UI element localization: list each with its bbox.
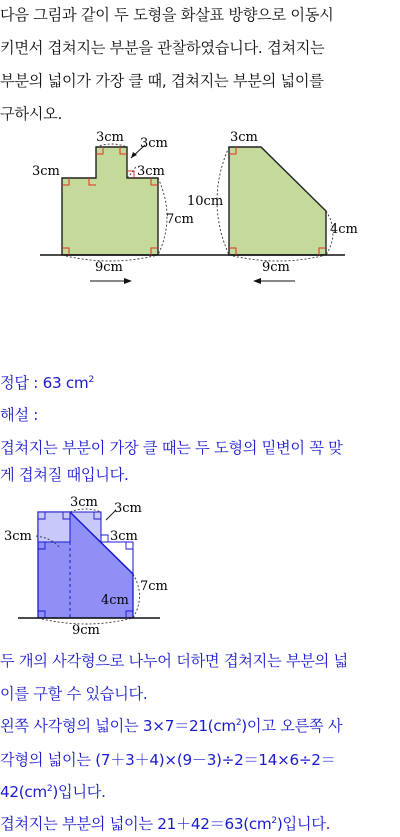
label-right-top: 3cm bbox=[230, 130, 258, 145]
label-notch-depth: 3cm bbox=[137, 164, 165, 179]
right-shape bbox=[229, 147, 326, 255]
sol-label-notch-depth: 3cm bbox=[110, 529, 138, 544]
answer-label: 정답 : bbox=[0, 374, 43, 392]
explanation-line-7 bbox=[0, 781, 400, 802]
answer-value: 63 cm bbox=[42, 374, 89, 392]
label-base-right: 9cm bbox=[262, 260, 290, 275]
sol-label-left-step: 3cm bbox=[4, 529, 32, 544]
label-left-step: 3cm bbox=[32, 164, 60, 179]
explanation-line-5 bbox=[0, 715, 400, 736]
explanation-label: 해설 : bbox=[0, 406, 39, 424]
question-line-4: 구하시오. bbox=[0, 105, 63, 123]
exp5-a: 왼쪽 사각형의 넓이는 3×7＝21(cm bbox=[0, 717, 236, 735]
arrow-left bbox=[253, 278, 295, 284]
label-right-left-height: 10cm bbox=[187, 194, 224, 209]
sol-label-top: 3cm bbox=[70, 495, 98, 510]
answer-exp: 2 bbox=[88, 374, 94, 385]
sol-label-inner: 4cm bbox=[101, 593, 129, 608]
label-notch: 3cm bbox=[140, 136, 168, 151]
explanation-line-1: 겹쳐지는 부분이 가장 클 때는 두 도형의 밑변이 꼭 맞 bbox=[0, 439, 343, 457]
problem-figure bbox=[0, 125, 400, 295]
exp5-sup: 2 bbox=[235, 717, 242, 728]
explanation-line-4: 이를 구할 수 있습니다. bbox=[0, 685, 148, 703]
label-base-left: 9cm bbox=[95, 260, 123, 275]
exp7-a: 42(cm bbox=[0, 783, 47, 801]
sol-label-right-height: 7cm bbox=[140, 579, 168, 594]
explanation-line-8 bbox=[0, 813, 400, 834]
sol-label-base: 9cm bbox=[72, 623, 100, 638]
question-line-2: 키면서 겹쳐지는 부분을 관찰하였습니다. 겹쳐지는 bbox=[0, 39, 325, 57]
explanation-line-3: 두 개의 사각형으로 나누어 더하면 겹쳐지는 부분의 넓 bbox=[0, 652, 348, 670]
exp8-sup: 2 bbox=[271, 815, 277, 826]
label-right-height: 7cm bbox=[166, 212, 194, 227]
answer-line bbox=[0, 372, 400, 393]
exp5-b: )이고 오른쪽 사 bbox=[241, 717, 343, 735]
sol-label-notch: 3cm bbox=[114, 501, 142, 516]
explanation-line-6: 각형의 넓이는 (7＋3＋4)×(9－3)÷2＝14×6÷2＝ bbox=[0, 751, 336, 769]
exp8-a: 겹쳐지는 부분의 넓이는 21＋42＝63(cm bbox=[0, 815, 272, 833]
question-line-3: 부분의 넓이가 가장 클 때, 겹쳐지는 부분의 넓이를 bbox=[0, 72, 324, 90]
solution-figure bbox=[0, 490, 400, 640]
question-line-1: 다음 그림과 같이 두 도형을 화살표 방향으로 이동시 bbox=[0, 6, 334, 24]
arrow-right bbox=[90, 278, 132, 284]
exp7-b: )입니다. bbox=[52, 783, 106, 801]
exp8-b: )입니다. bbox=[276, 815, 331, 833]
explanation-line-2: 게 겹쳐질 때입니다. bbox=[0, 466, 129, 484]
label-right-right-height: 4cm bbox=[330, 222, 358, 237]
light-square-left bbox=[38, 512, 70, 542]
label-top-width: 3cm bbox=[96, 130, 124, 145]
exp7-sup: 2 bbox=[46, 783, 53, 794]
